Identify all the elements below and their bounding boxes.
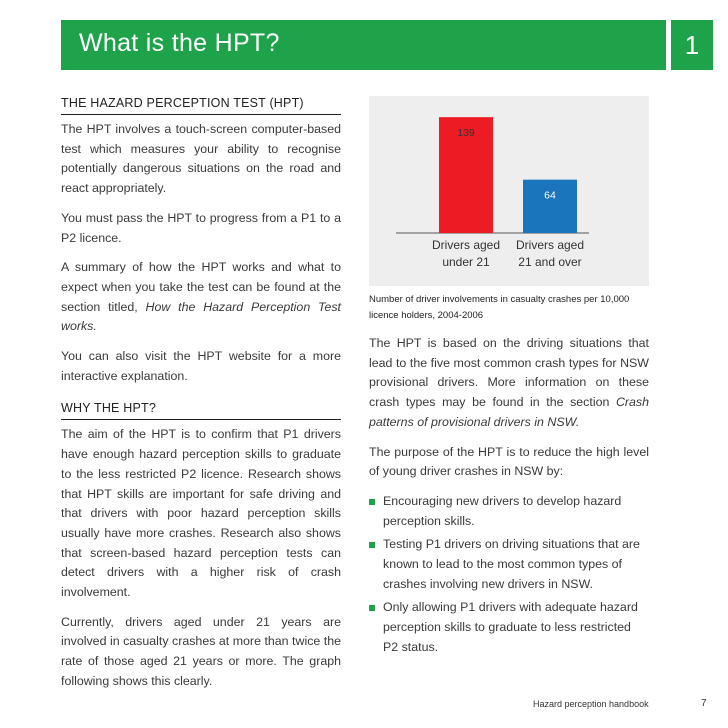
- chapter-number: 1: [671, 20, 713, 70]
- section-reference: Crash patterns of provisional drivers in NSW.: [369, 395, 649, 429]
- bullet-square-icon: [369, 499, 375, 505]
- paragraph: [61, 258, 341, 337]
- left-column: [61, 96, 341, 702]
- paragraph: Currently, drivers aged under 21 years are involved in casualty crashes at more than twice the rate of those aged 21 years or more. The graph following shows this clearly.: [61, 614, 341, 688]
- bullet-square-icon: [369, 542, 375, 548]
- section-reference: How the Hazard Perception Test works.: [61, 299, 341, 334]
- chapter-header: [61, 20, 666, 70]
- list-item: [369, 598, 649, 657]
- data-label-1: 139: [457, 127, 475, 140]
- section-heading-hpt: THE HAZARD PERCEPTION TEST (HPT): [61, 96, 341, 115]
- category-label-1: under 21: [442, 255, 490, 269]
- bar-chart: [369, 96, 649, 286]
- list-item-text: Testing P1 drivers on driving situations that are known to lead to the most common types of crashes involving new drivers in NSW.: [383, 537, 640, 591]
- bar-2: [523, 180, 577, 233]
- paragraph-text: The HPT is based on the driving situations that lead to the five most common crash types for NSW provisional drivers. More information on these crash types may be found in the section: [369, 336, 649, 410]
- bullet-square-icon: [369, 605, 375, 611]
- paragraph: [369, 334, 649, 433]
- paragraph: The HPT involves a touch-screen computer-based test which measures your ability to recognise potentially dangerous situations on the road and react appropriately.: [61, 122, 341, 196]
- paragraph: The purpose of the HPT is to reduce the high level of young driver crashes in NSW by:: [369, 444, 649, 479]
- paragraph: You must pass the HPT to progress from a P1 to a P2 licence.: [61, 210, 341, 245]
- paragraph-text: A summary of how the HPT works and what to expect when you take the test can be found at the section titled,: [61, 260, 341, 314]
- right-column: [369, 96, 649, 662]
- purpose-list: [369, 492, 649, 658]
- chart-caption: Number of driver involvements in casualty crashes per 10,000 licence holders, 2004-2006: [369, 294, 630, 321]
- bar-chart-svg: [369, 96, 649, 286]
- category-label-2: Drivers aged: [515, 238, 585, 252]
- paragraph: The aim of the HPT is to confirm that P1 drivers have enough hazard perception skills to graduate to the less restricted P2 licence. Research shows that HPT skills are important for safe driving and that drivers with poor hazard perception skills usually have more crashes. Research also shows that screen-based hazard perception tests can detect drivers with a higher risk of crash involvement.: [61, 427, 341, 600]
- list-item: [369, 492, 649, 531]
- page-title: What is the HPT?: [79, 29, 280, 57]
- data-label-2: 64: [544, 189, 556, 202]
- category-label-2: 21 and over: [518, 255, 582, 269]
- page-number: 7: [701, 698, 707, 709]
- list-item-text: Encouraging new drivers to develop hazard perception skills.: [383, 493, 622, 528]
- footer-title: Hazard perception handbook: [533, 699, 649, 709]
- section-heading-why: WHY THE HPT?: [61, 401, 341, 420]
- paragraph: You can also visit the HPT website for a more interactive explanation.: [61, 349, 341, 383]
- category-label-1: Drivers aged: [431, 238, 501, 252]
- list-item: [369, 535, 649, 594]
- list-item-text: Only allowing P1 drivers with adequate hazard perception skills to graduate to less restricted P2 status.: [383, 600, 638, 654]
